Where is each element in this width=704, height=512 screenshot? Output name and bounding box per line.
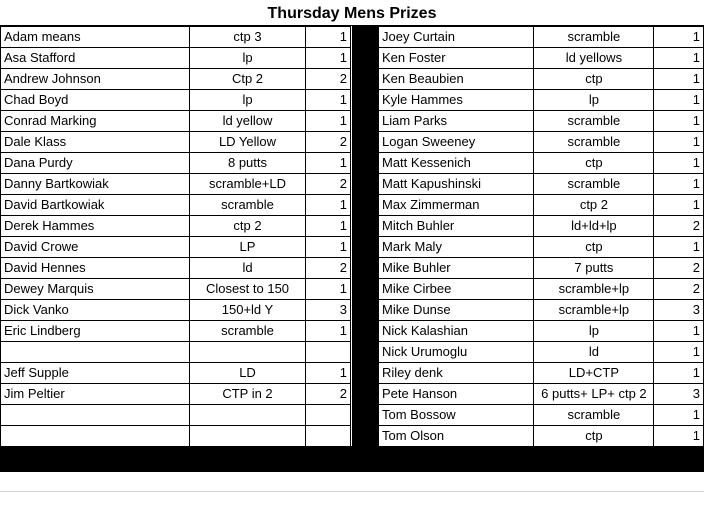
table-row [1,195,351,216]
count-cell[interactable]: 1 [654,132,704,153]
prize-cell[interactable]: 150+ld Y [190,300,306,321]
prize-cell[interactable]: lp [190,48,306,69]
prize-cell[interactable]: scramble [190,195,306,216]
name-cell[interactable]: Mark Maly [379,237,534,258]
prize-cell[interactable]: ctp 3 [190,27,306,48]
name-cell[interactable]: Nick Urumoglu [379,342,534,363]
table-row [1,300,351,321]
name-cell[interactable]: Matt Kessenich [379,153,534,174]
table-row [1,153,351,174]
name-cell[interactable]: David Hennes [1,258,190,279]
name-cell[interactable]: Chad Boyd [1,90,190,111]
table-row [379,195,704,216]
name-cell[interactable]: Dewey Marquis [1,279,190,300]
name-cell[interactable]: Logan Sweeney [379,132,534,153]
count-cell[interactable]: 1 [306,48,351,69]
count-cell[interactable]: 1 [306,90,351,111]
table-row [1,216,351,237]
name-cell[interactable]: Derek Hammes [1,216,190,237]
prize-cell[interactable]: scramble [534,132,654,153]
name-cell[interactable]: Danny Bartkowiak [1,174,190,195]
black-divider-horizontal [0,446,704,472]
table-row [1,132,351,153]
count-cell[interactable]: 1 [306,216,351,237]
table-row [379,216,704,237]
count-cell[interactable]: 1 [654,342,704,363]
table-row [379,426,704,447]
table-row [379,342,704,363]
table-row [379,111,704,132]
name-cell[interactable]: Nick Kalashian [379,321,534,342]
table-row [379,153,704,174]
prize-cell[interactable]: 7 putts [534,258,654,279]
name-cell[interactable]: David Bartkowiak [1,195,190,216]
name-cell[interactable]: Jeff Supple [1,363,190,384]
empty-row-line [0,491,704,492]
prize-cell[interactable]: ld [190,258,306,279]
table-row [379,174,704,195]
name-cell[interactable]: Riley denk [379,363,534,384]
name-cell[interactable]: Dale Klass [1,132,190,153]
count-cell[interactable]: 1 [654,363,704,384]
table-row [379,321,704,342]
name-cell[interactable] [1,426,190,447]
table-row [1,426,351,447]
name-cell[interactable]: Adam means [1,27,190,48]
table-row [1,27,351,48]
table-row [379,27,704,48]
name-cell[interactable] [1,342,190,363]
prize-cell[interactable]: lp [534,90,654,111]
prize-cell[interactable]: scramble [534,174,654,195]
count-cell[interactable]: 1 [654,237,704,258]
count-cell[interactable] [306,426,351,447]
prize-cell[interactable]: ctp 2 [534,195,654,216]
name-cell[interactable]: Tom Olson [379,426,534,447]
count-cell[interactable]: 1 [654,27,704,48]
count-cell[interactable] [306,342,351,363]
name-cell[interactable]: Ken Foster [379,48,534,69]
right-prize-table [378,26,704,447]
prize-cell[interactable]: ctp [534,237,654,258]
name-cell[interactable]: Max Zimmerman [379,195,534,216]
table-row [1,321,351,342]
table-row [1,90,351,111]
table-row [379,48,704,69]
prize-cell[interactable]: 8 putts [190,153,306,174]
name-cell[interactable]: Eric Lindberg [1,321,190,342]
count-cell[interactable]: 1 [654,111,704,132]
name-cell[interactable]: Liam Parks [379,111,534,132]
prize-cell[interactable]: scramble+lp [534,279,654,300]
prize-cell[interactable]: ctp [534,153,654,174]
prize-cell[interactable]: ld yellow [190,111,306,132]
table-row [1,174,351,195]
name-cell[interactable] [1,405,190,426]
prize-cell[interactable]: ctp [534,426,654,447]
prize-cell[interactable]: ld yellows [534,48,654,69]
name-cell[interactable]: Mitch Buhler [379,216,534,237]
count-cell[interactable]: 2 [306,69,351,90]
name-cell[interactable]: Tom Bossow [379,405,534,426]
count-cell[interactable] [306,405,351,426]
count-cell[interactable]: 2 [306,384,351,405]
table-row [1,48,351,69]
name-cell[interactable]: Matt Kapushinski [379,174,534,195]
prize-cell[interactable]: scramble+LD [190,174,306,195]
table-row [1,279,351,300]
name-cell[interactable]: David Crowe [1,237,190,258]
table-row [1,363,351,384]
table-row [1,111,351,132]
count-cell[interactable]: 1 [306,279,351,300]
name-cell[interactable]: Dick Vanko [1,300,190,321]
prize-cell[interactable]: CTP in 2 [190,384,306,405]
table-row [1,405,351,426]
count-cell[interactable]: 2 [654,258,704,279]
name-cell[interactable]: Mike Buhler [379,258,534,279]
table-row [1,237,351,258]
table-row [379,132,704,153]
prize-cell[interactable]: LD+CTP [534,363,654,384]
prize-cell[interactable]: lp [190,90,306,111]
table-row [379,258,704,279]
name-cell[interactable]: Pete Hanson [379,384,534,405]
count-cell[interactable]: 1 [306,363,351,384]
prize-cell[interactable]: ld+ld+lp [534,216,654,237]
prize-cell[interactable]: Closest to 150 [190,279,306,300]
prize-cell[interactable]: ctp [534,69,654,90]
prize-cell[interactable]: LD Yellow [190,132,306,153]
prize-cell[interactable] [190,342,306,363]
name-cell[interactable]: Joey Curtain [379,27,534,48]
count-cell[interactable]: 2 [654,216,704,237]
count-cell[interactable]: 1 [306,111,351,132]
prize-cell[interactable] [190,426,306,447]
prize-cell[interactable]: scramble [190,321,306,342]
name-cell[interactable]: Jim Peltier [1,384,190,405]
count-cell[interactable]: 1 [654,195,704,216]
count-cell[interactable]: 3 [654,300,704,321]
count-cell[interactable]: 3 [654,384,704,405]
count-cell[interactable]: 1 [306,27,351,48]
name-cell[interactable]: Ken Beaubien [379,69,534,90]
name-cell[interactable]: Dana Purdy [1,153,190,174]
prize-cell[interactable]: 6 putts+ LP+ ctp 2 [534,384,654,405]
name-cell[interactable]: Mike Cirbee [379,279,534,300]
count-cell[interactable]: 3 [306,300,351,321]
prize-cell[interactable]: LP [190,237,306,258]
name-cell[interactable]: Andrew Johnson [1,69,190,90]
prize-cell[interactable]: scramble [534,111,654,132]
prize-cell[interactable]: Ctp 2 [190,69,306,90]
count-cell[interactable]: 1 [654,405,704,426]
prize-cell[interactable]: lp [534,321,654,342]
count-cell[interactable]: 2 [654,279,704,300]
count-cell[interactable]: 2 [306,174,351,195]
table-row [379,405,704,426]
table-row [379,363,704,384]
table-row [1,258,351,279]
left-prize-table [0,26,351,447]
count-cell[interactable]: 1 [654,174,704,195]
prize-cell[interactable]: scramble [534,405,654,426]
count-cell[interactable]: 1 [654,48,704,69]
table-row [379,279,704,300]
prize-cell[interactable] [190,405,306,426]
name-cell[interactable]: Kyle Hammes [379,90,534,111]
table-row [1,69,351,90]
table-row [379,237,704,258]
black-divider-vertical [352,26,378,446]
name-cell[interactable]: Mike Dunse [379,300,534,321]
prize-cell[interactable]: ld [534,342,654,363]
prize-cell[interactable]: LD [190,363,306,384]
count-cell[interactable]: 1 [654,153,704,174]
prize-cell[interactable]: scramble [534,27,654,48]
table-row [1,384,351,405]
count-cell[interactable]: 1 [654,69,704,90]
count-cell[interactable]: 1 [306,321,351,342]
count-cell[interactable]: 1 [306,237,351,258]
table-row [379,300,704,321]
count-cell[interactable]: 1 [654,90,704,111]
name-cell[interactable]: Asa Stafford [1,48,190,69]
prize-cell[interactable]: ctp 2 [190,216,306,237]
sheet-title: Thursday Mens Prizes [0,0,704,26]
count-cell[interactable]: 1 [654,426,704,447]
table-row [379,384,704,405]
prize-cell[interactable]: scramble+lp [534,300,654,321]
count-cell[interactable]: 1 [654,321,704,342]
count-cell[interactable]: 2 [306,132,351,153]
table-row [379,69,704,90]
count-cell[interactable]: 2 [306,258,351,279]
table-row [379,90,704,111]
count-cell[interactable]: 1 [306,153,351,174]
name-cell[interactable]: Conrad Marking [1,111,190,132]
count-cell[interactable]: 1 [306,195,351,216]
table-row [1,342,351,363]
